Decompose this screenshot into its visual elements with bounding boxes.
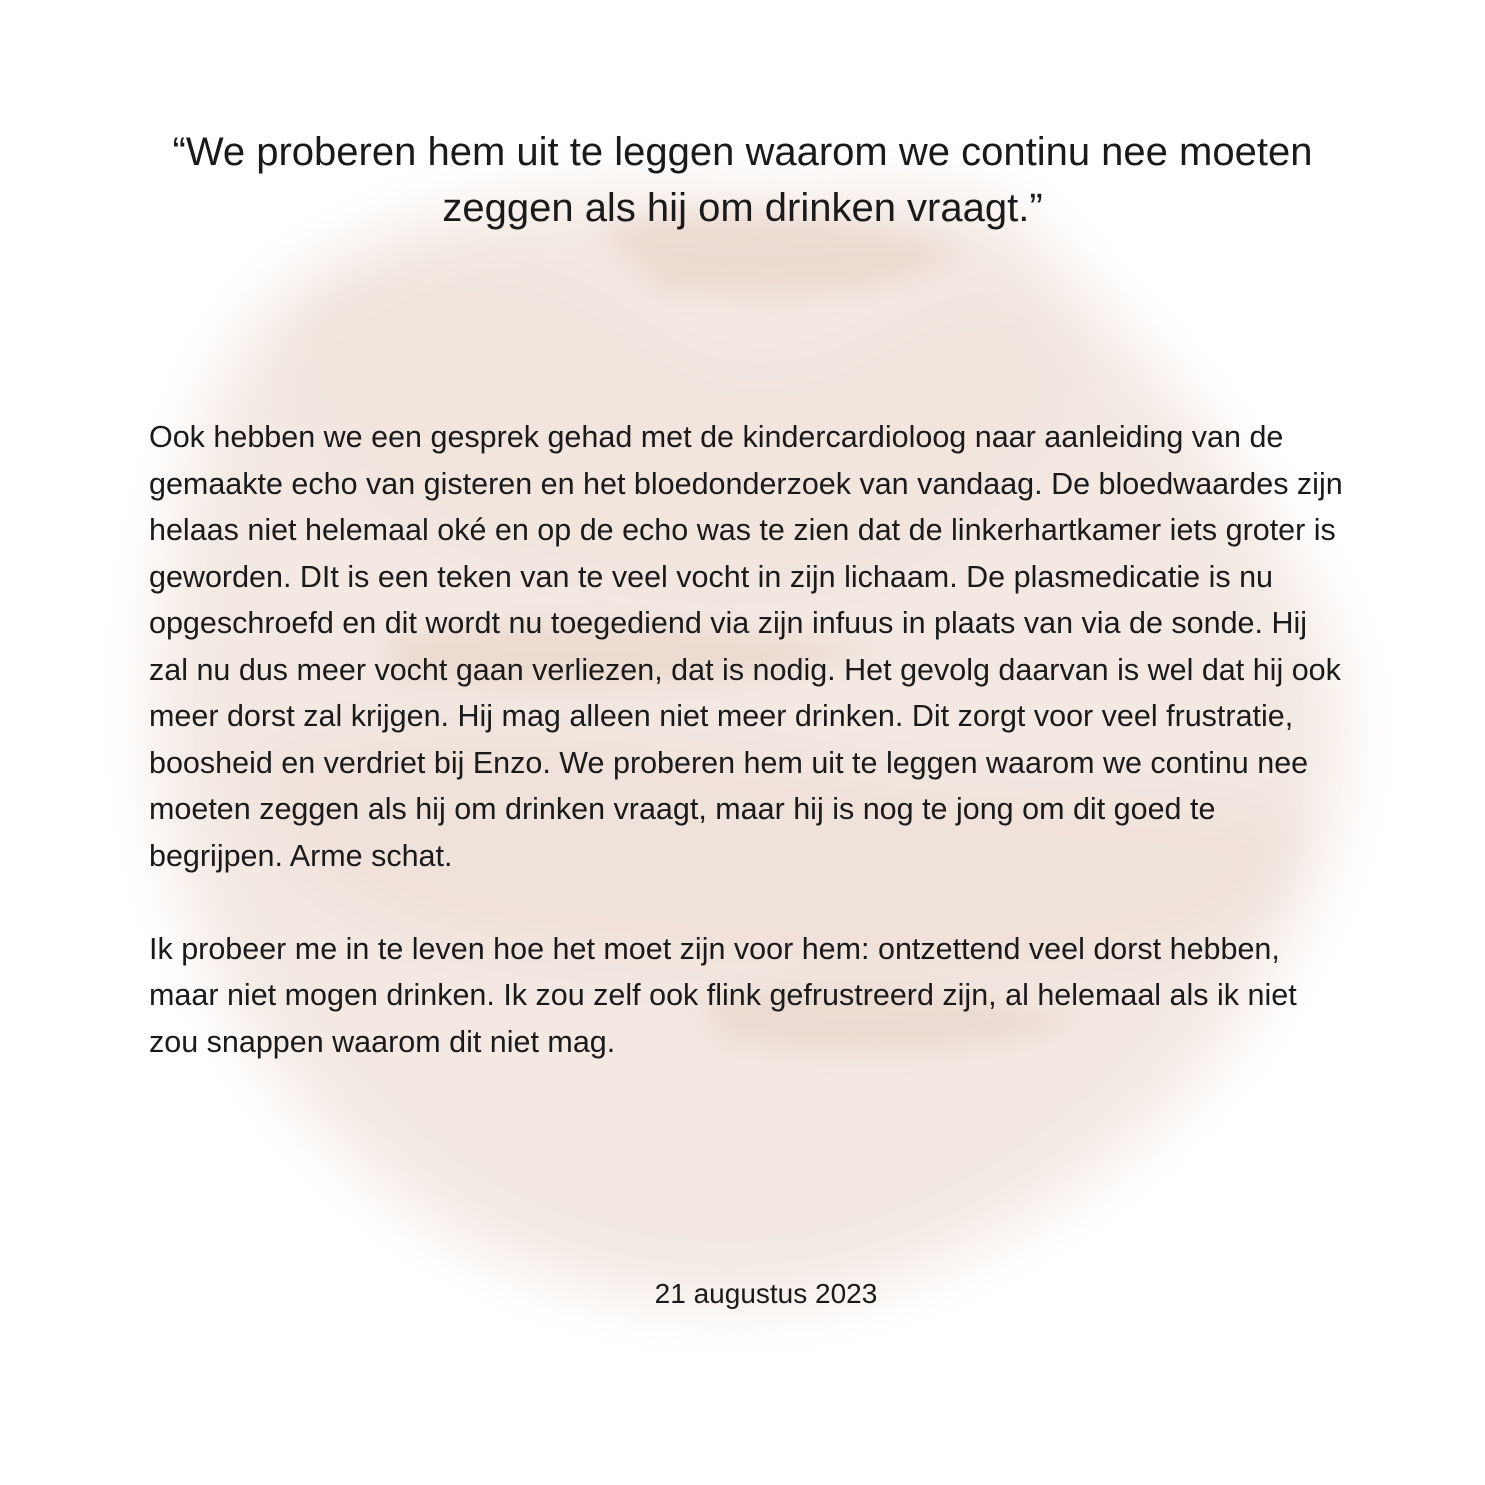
entry-date: 21 augustus 2023 xyxy=(654,1278,878,1309)
pull-quote: “We proberen hem uit te leggen waarom we continu nee moeten zeggen als hij om drinken vraagt.” xyxy=(172,130,1313,230)
paragraph: Ik probeer me in te leven hoe het moet zijn voor hem: ontzettend veel dorst hebben, maar niet mogen drinken. Ik zou zelf ook flink gefrustreerd zijn, al helemaal als ik niet zou snappen waarom dit niet mag. xyxy=(149,931,1297,1059)
paragraph: Ook hebben we een gesprek gehad met de kindercardioloog naar aanleiding van de gemaakte echo van gisteren en het bloedonderzoek van vandaag. De bloedwaardes zijn helaas niet helemaal oké en op de echo was te zien dat de linkerhartkamer iets groter is geworden. DIt is een teken van te veel vocht in zijn lichaam. De plasmedicatie is nu opgeschroefd en dit wordt nu toegediend via zijn infuus in plaats van via de sonde. Hij zal nu dus meer vocht gaan verliezen, dat is nodig. Het gevolg daarvan is wel dat hij ook meer dorst zal krijgen. Hij mag alleen niet meer drinken. Dit zorgt voor veel frustratie, boosheid en verdriet bij Enzo. We proberen hem uit te leggen waarom we continu nee moeten zeggen als hij om drinken vraagt, maar hij is nog te jong om dit goed te begrijpen. Arme schat. xyxy=(149,420,1343,873)
diary-entry-body xyxy=(149,414,1349,1065)
